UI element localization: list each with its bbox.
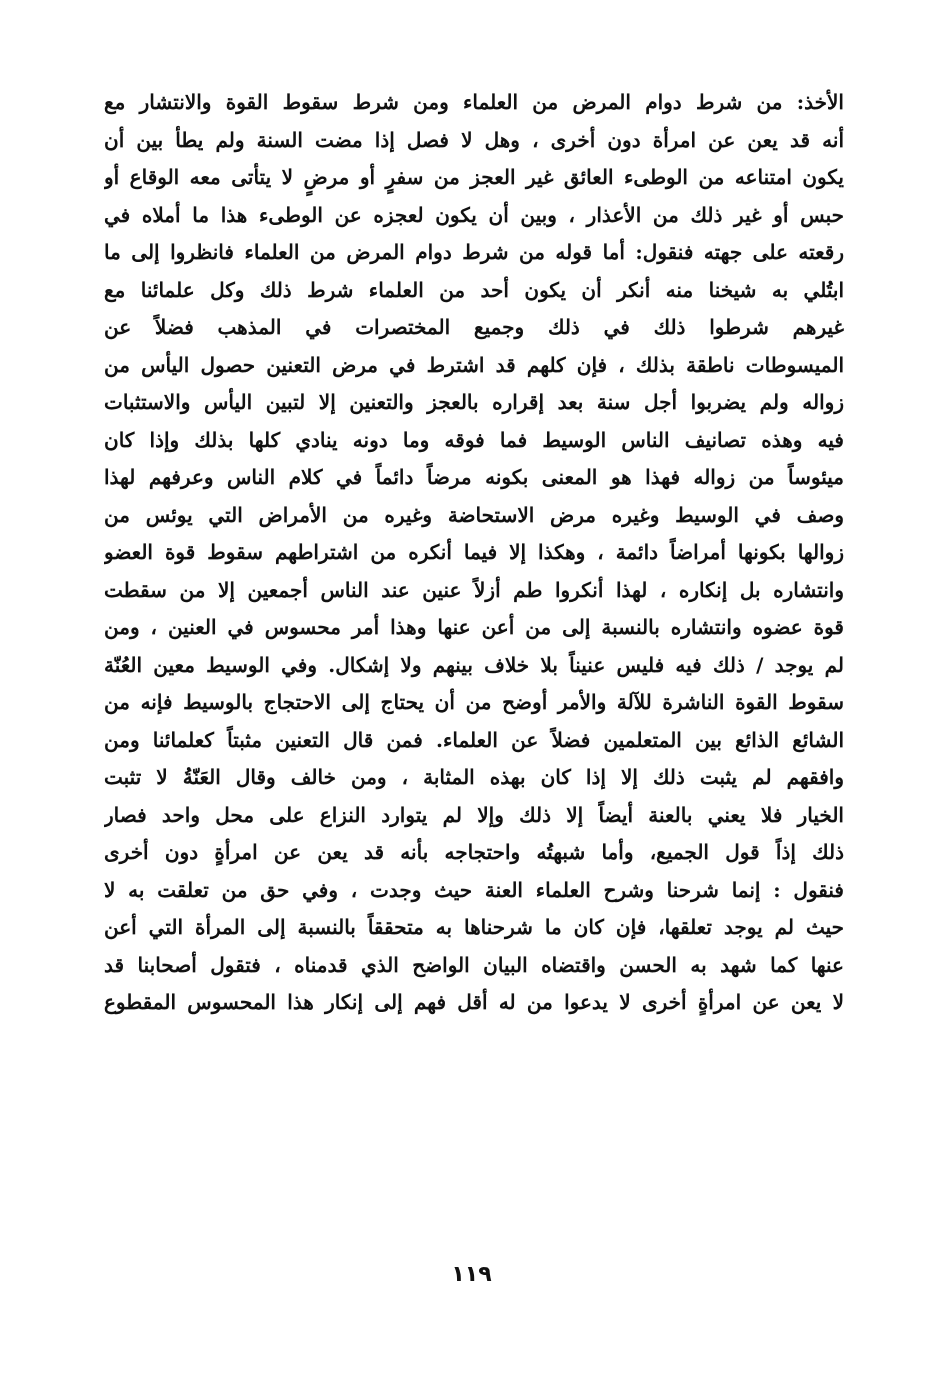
lead-word: الأخذ: xyxy=(796,90,844,114)
text-line-15: قوة عضوه وانتشاره بالنسبة إلى من أعن عنها وهذا أمر محسوس في العنين ، ومن xyxy=(104,615,844,639)
text-line-25: لا يعن عن امرأةٍ أخرى لا يدعوا من له أقل فهم إلى إنكار هذا المحسوس المقطوع xyxy=(104,990,844,1014)
body-text xyxy=(104,84,844,1022)
text-line-22: فنقول : إنما شرحنا وشرح العلماء العنة حيث وجدت ، وفي حق من تعلقت به لا xyxy=(104,877,844,902)
page-number: ١١٩ xyxy=(451,1262,492,1287)
text-line-13: زوالها بكونها أمراضاً دائمة ، وهكذا إلا فيما أنكره من اشتراطهم سقوط قوة العضو xyxy=(104,540,844,564)
text-line-23: حيث لم يوجد تعلقها، فإن كان ما شرحناها به متحققاً بالنسبة إلى المرأة التي أعن xyxy=(104,915,844,939)
text-line-12: وصف في الوسيط وغيره مرض الاستحاضة وغيره من الأمراض التي يوئس من xyxy=(104,502,844,527)
text-line-17: سقوط القوة الناشرة للآلة والأمر أوضح من أن يحتاج إلى الاحتجاج بالوسيط فإنه من xyxy=(104,690,844,714)
text-line-3: يكون امتناعه من الوطىء العائق غير العجز من سفرٍ أو مرضٍ لا يتأتى معه الوقاع أو xyxy=(104,165,844,189)
text-line-18: الشائع الذائع بين المتعلمين فضلاً عن العلماء. فمن قال التعنين مثبتاً كعلمائنا ومن xyxy=(104,727,844,752)
text-line-8: الميسوطات ناطقة بذلك ، فإن كلهم قد اشترط في مرض التعنين حصول اليأس من xyxy=(104,352,844,377)
text-line-2: أنه قد يعن عن امرأة دون أخرى ، وهل لا فصل إذا مضت السنة ولم يطأ بين أن xyxy=(104,127,844,152)
text-line-16: لم يوجد / ذلك فيه فليس عنيناً بلا خلاف بينهم ولا إشكال. وفي الوسيط معين العُنّة xyxy=(104,652,844,677)
text-line-11: ميئوساً من زواله فهذا هو المعنى بكونه مرضاً دائماً في كلام الناس وعرفهم لهذا xyxy=(104,465,844,489)
text-line-4: حبس أو غير ذلك من الأعذار ، وبين أن يكون لعجزه عن الوطىء هذا ما أملاه في xyxy=(104,202,844,227)
text-line-10: فيه وهذه تصانيف الناس الوسيط فما فوقه وما دونه ينادي كلها بذلك وإذا كان xyxy=(104,427,844,452)
text-line-24: عنها كما شهد به الحسن واقتضاه البيان الواضح الذي قدمناه ، فتقول أصحابنا قد xyxy=(104,952,844,977)
text-line-20: الخيار فلا يعني بالعنة أيضاً إلا ذلك وإلا لم يتوارد النزاع على محل واحد فصار xyxy=(104,802,844,827)
text-line-5: رقعته على جهته فنقول: أما قوله من شرط دوام المرض من العلماء فانظروا إلى ما xyxy=(104,240,844,264)
text-line-9: زواله ولم يضربوا أجل سنة بعد إقراره بالعجز والتعنين إلا لتبين اليأس والاستثبات xyxy=(104,390,844,414)
text-line-1: الأخذ: من شرط دوام المرض من العلماء ومن شرط سقوط القوة والانتشار مع xyxy=(104,90,844,114)
text-line-6: ابتُلي به شيخنا منه أنكر أن يكون أحد من العلماء شرط ذلك وكل علمائنا مع xyxy=(104,277,844,302)
text-line-21: ذلك إذاً قول الجميع، وأما شبهتُه واحتجاجه بأنه قد يعن عن امرأةٍ دون أخرى xyxy=(104,840,844,864)
text-line-14: وانتشاره بل إنكاره ، لهذا أنكروا طم أزلاً عنين عند الناس أجمعين إلا من سقطت xyxy=(104,577,844,602)
text-line-7: غيرهم شرطوا ذلك في ذلك وجميع المختصرات في المذهب فضلاً عن xyxy=(104,315,844,339)
text-line-19: وافقهم لم يثبت ذلك إلا إذا كان بهذه المثابة ، ومن خالف وقال العَنّةُ لا تثبت xyxy=(104,765,844,789)
